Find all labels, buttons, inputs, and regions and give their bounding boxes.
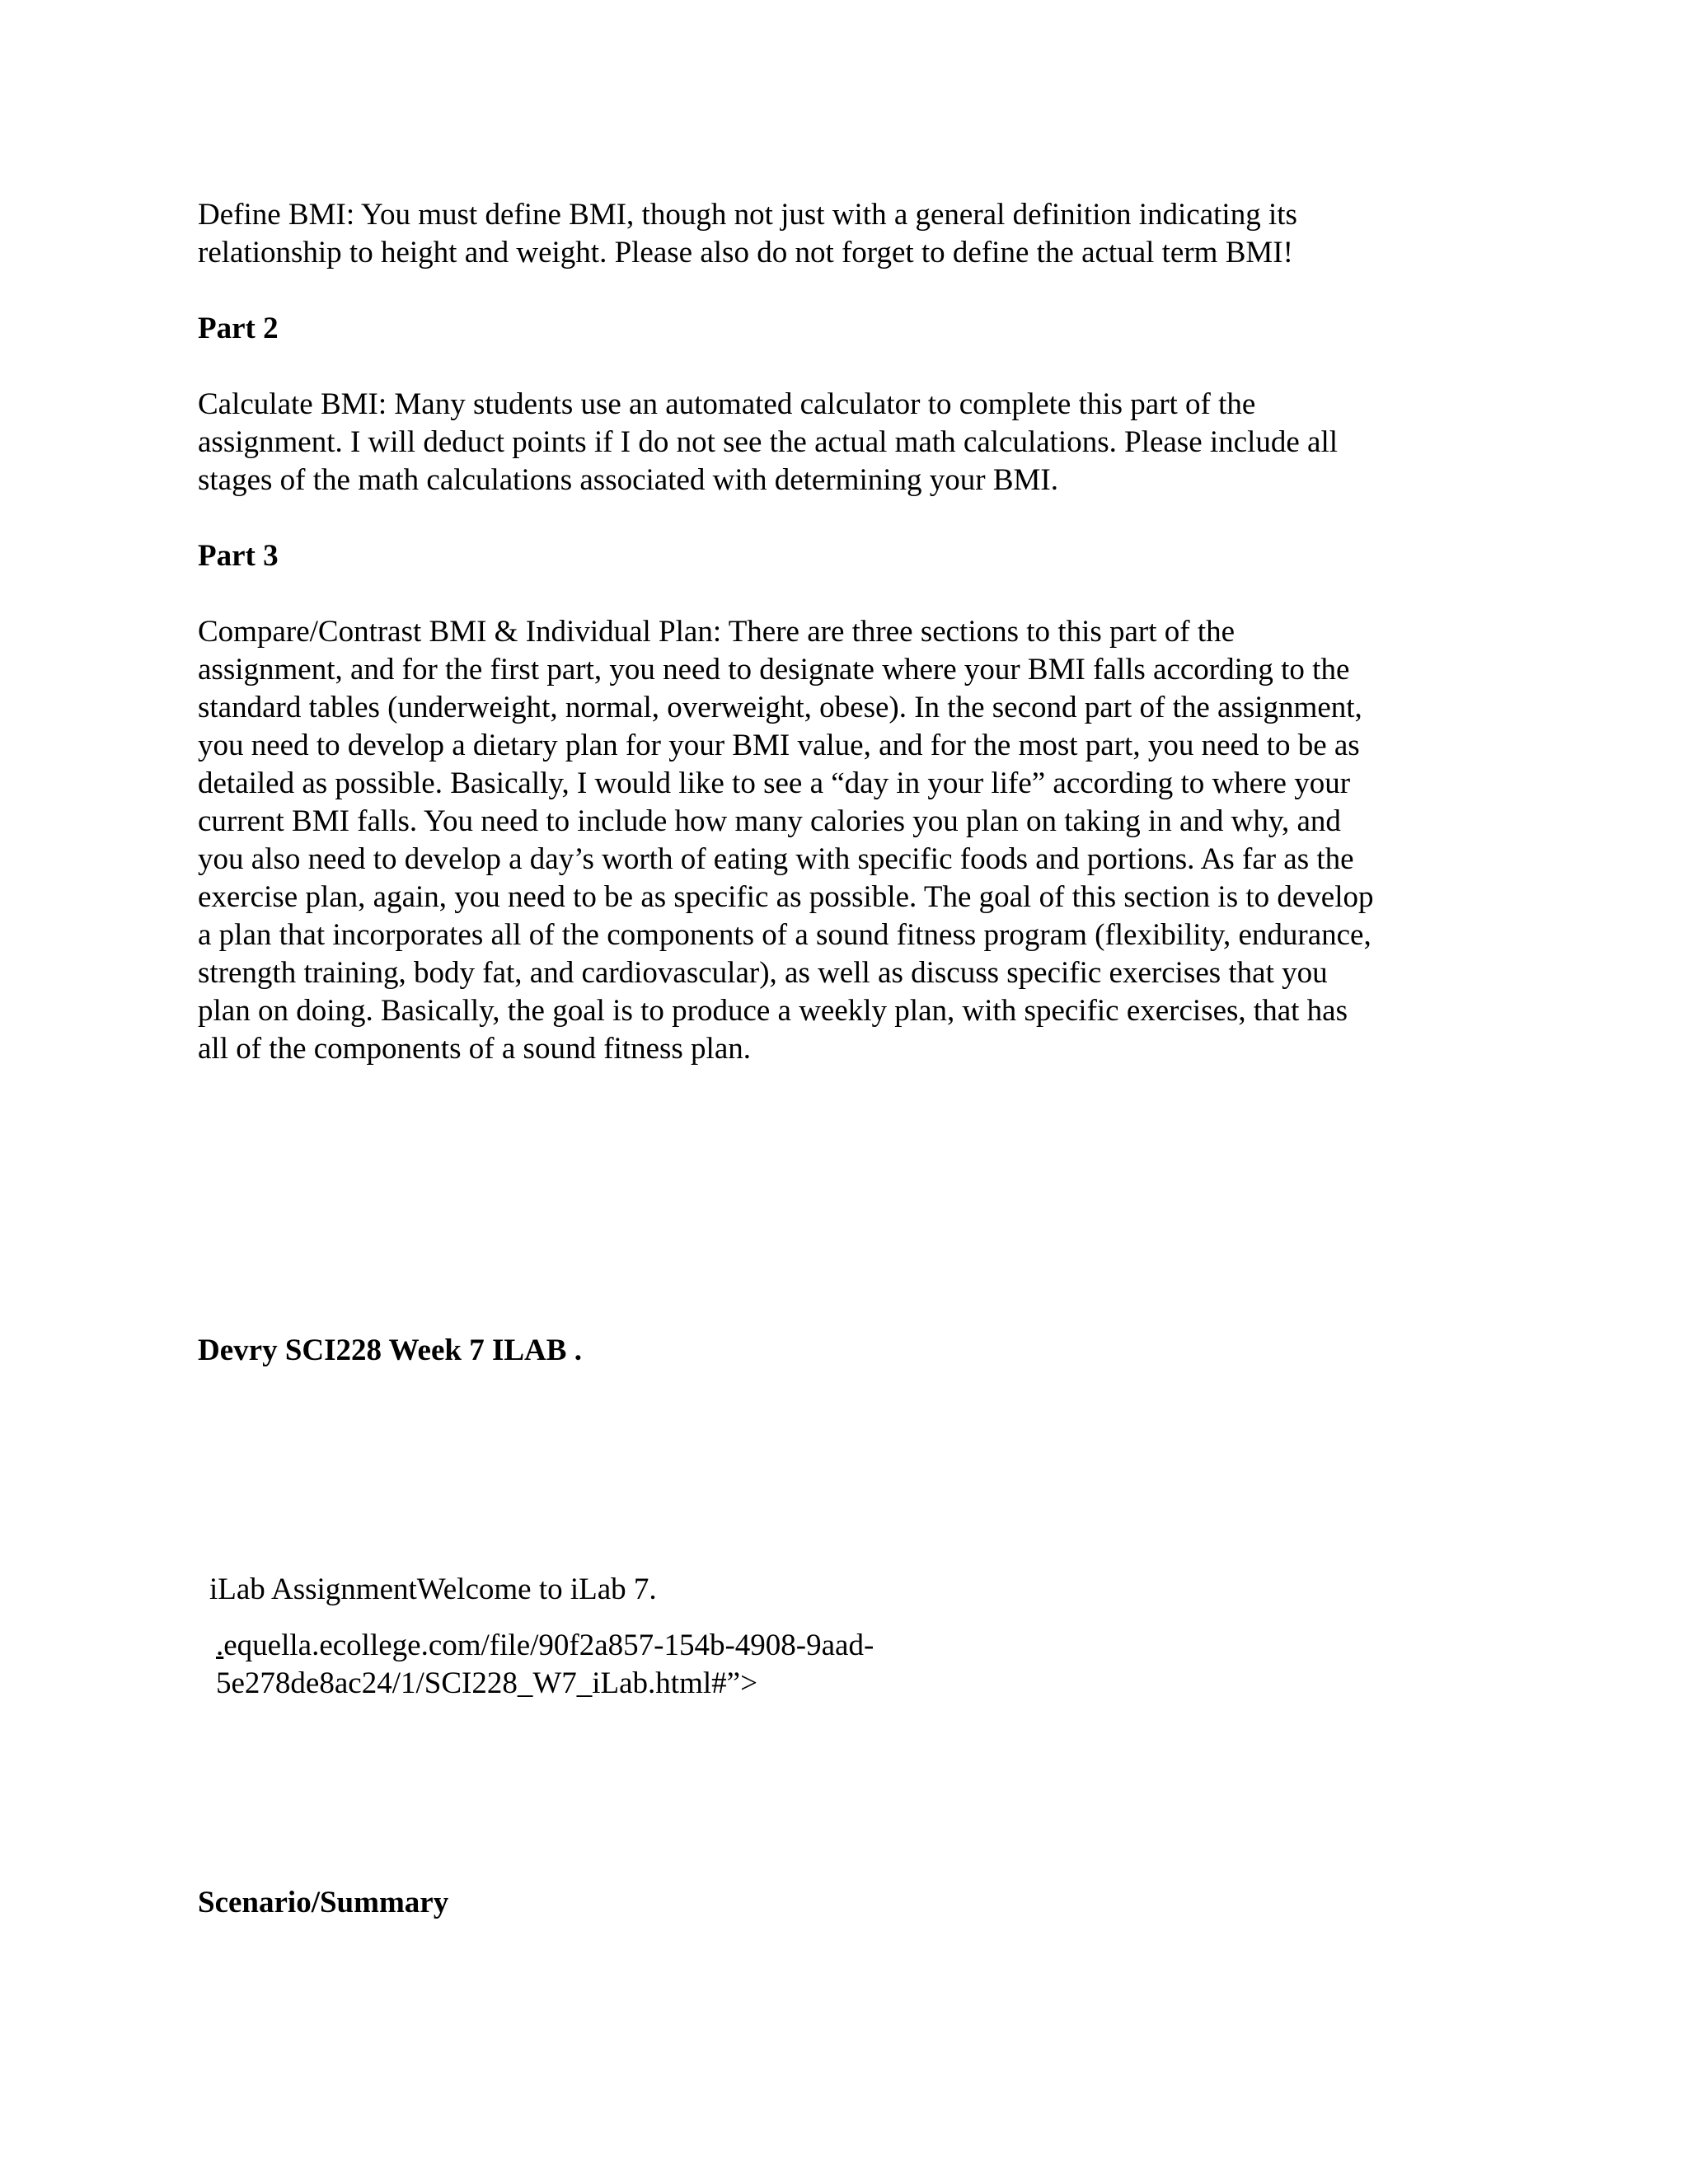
text-line: exercise plan, again, you need to be as specific as possible. The goal of this section is to develop (198, 880, 1374, 914)
text-line: relationship to height and weight. Please also do not forget to define the actual term BMI! (198, 236, 1293, 269)
text-line: all of the components of a sound fitness plan. (198, 1032, 752, 1066)
ilab-intro-text (209, 1571, 1479, 1609)
text-line: a plan that incorporates all of the components of a sound fitness program (flexibility, endurance, (198, 918, 1372, 952)
ilab-link-text[interactable] (216, 1627, 1485, 1703)
text-line: current BMI falls. You need to include how many calories you plan on taking in and why, and (198, 804, 1341, 838)
define-bmi-paragraph (198, 196, 1467, 272)
compare-contrast-paragraph (198, 613, 1467, 1068)
text-line: standard tables (underweight, normal, overweight, obese). In the second part of the assignment, (198, 691, 1362, 724)
devry-week7-heading: Devry SCI228 Week 7 ILAB . (198, 1333, 582, 1367)
text-line: assignment. I will deduct points if I do not see the actual math calculations. Please include all (198, 425, 1339, 459)
text-line: detailed as possible. Basically, I would like to see a “day in your life” according to where your (198, 766, 1351, 800)
text-line: plan on doing. Basically, the goal is to produce a weekly plan, with specific exercises, that has (198, 994, 1348, 1028)
text-line: strength training, body fat, and cardiovascular), as well as discuss specific exercises that you (198, 956, 1328, 990)
scenario-summary-heading: Scenario/Summary (198, 1886, 449, 1919)
text-line: assignment, and for the first part, you need to designate where your BMI falls according to the (198, 653, 1350, 687)
text-line: you need to develop a dietary plan for your BMI value, and for the most part, you need to be as (198, 729, 1360, 762)
link-url-part1[interactable]: equella.ecollege.com/file/90f2a857-154b-4908-9aad- (223, 1629, 874, 1662)
calculate-bmi-paragraph (198, 386, 1467, 499)
text-line: iLab AssignmentWelcome to iLab 7. (209, 1572, 657, 1606)
text-line: Calculate BMI: Many students use an automated calculator to complete this part of the (198, 387, 1256, 421)
text-line: stages of the math calculations associated with determining your BMI. (198, 463, 1058, 497)
link-url-part2[interactable]: 5e278de8ac24/1/SCI228_W7_iLab.html#”> (216, 1666, 757, 1700)
link-line[interactable] (216, 1627, 1485, 1665)
link-dot[interactable]: . (216, 1629, 224, 1662)
text-line: Compare/Contrast BMI & Individual Plan: There are three sections to this part of the (198, 615, 1236, 649)
part2-heading: Part 2 (198, 312, 279, 345)
text-line: you also need to develop a day’s worth of eating with specific foods and portions. As far as the (198, 842, 1354, 876)
text-line: Define BMI: You must define BMI, though not just with a general definition indicating its (198, 198, 1297, 232)
part3-heading: Part 3 (198, 539, 279, 573)
